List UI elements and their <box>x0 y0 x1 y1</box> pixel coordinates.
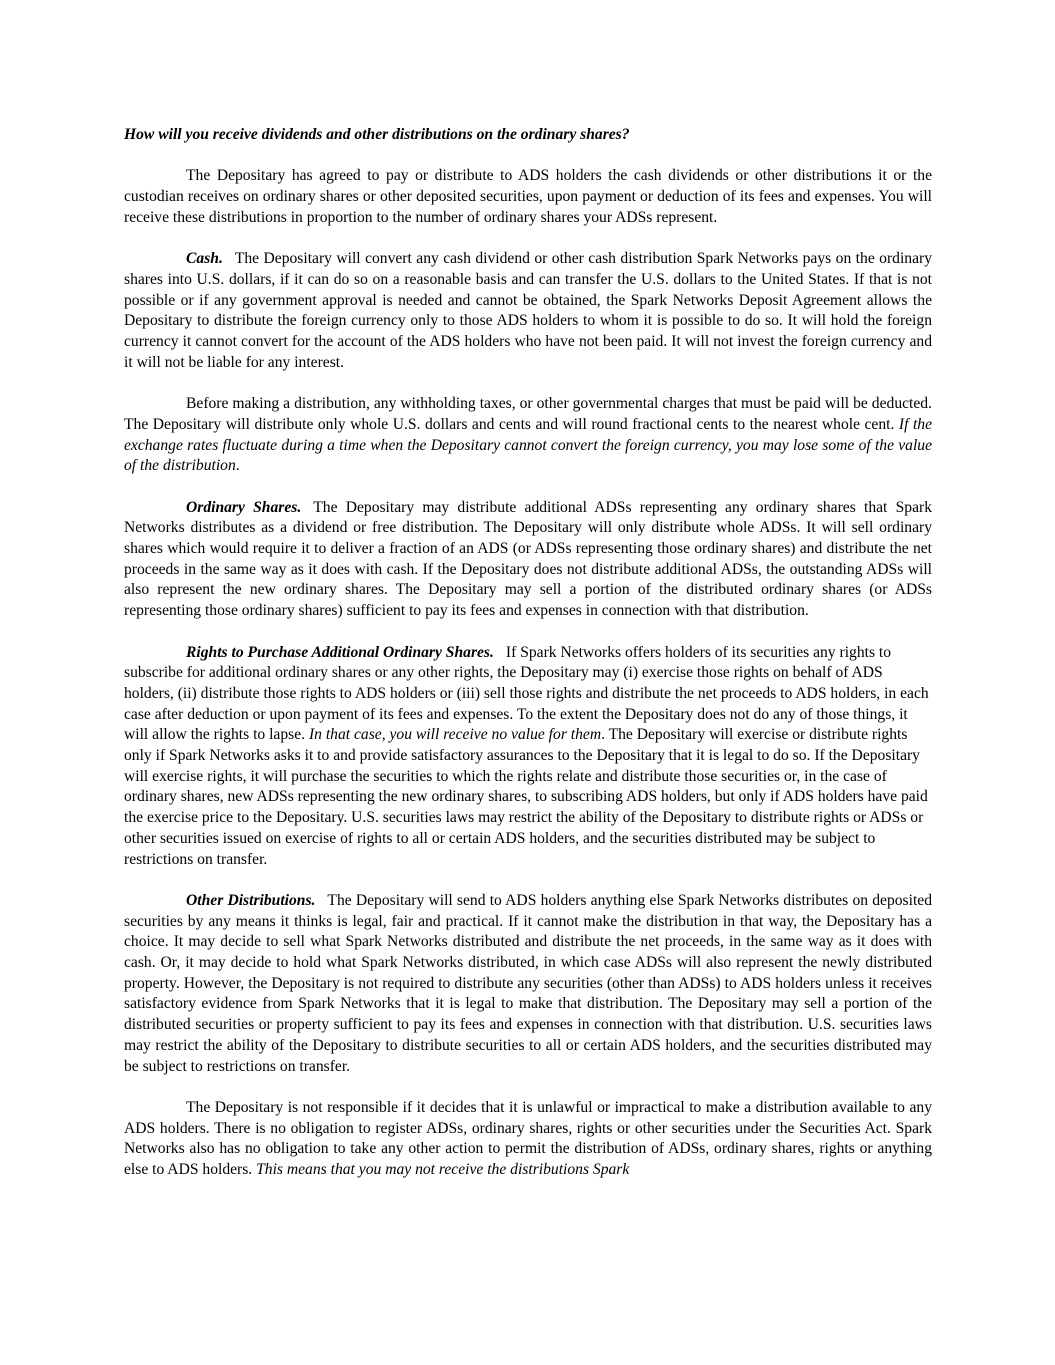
other-distributions-text: The Depositary will send to ADS holders anything else Spark Networks distributes on deposited securities by any means it thinks is legal, fair and practical. If it cannot make the distribution in that way, the Depositary has a choice. It may decide to sell what Spark Networks distributed and distribute the net proceeds, in the same way as it does with cash. Or, it may decide to hold what Spark Networks distributed, in which case ADSs will also represent the newly distributed property. However, the Depositary is not required to distribute any securities (other than ADSs) to ADS holders unless it receives satisfactory evidence from Spark Networks that it is legal to make that distribution. The Depositary may sell a portion of the distributed securities or property sufficient to pay its fees and expenses in connection with that distribution. U.S. securities laws may restrict the ability of the Depositary to distribute securities to all or certain ADS holders, and the securities distributed may be subject to restrictions on transfer. <box>124 891 932 1075</box>
withholding-end: . <box>235 457 240 475</box>
paragraph-intro: The Depositary has agreed to pay or distribute to ADS holders the cash dividends or other distributions it or the custodian receives on ordinary shares or other deposited securities, upon payment or deduction of its fees and expenses. You will receive these distributions in proportion to the number of ordinary shares your ADSs represent. <box>124 167 932 226</box>
ordinary-shares-lead: Ordinary Shares. <box>186 498 302 516</box>
rights-text-1: If Spark Networks offers holders of its securities any rights to subscribe for additional ordinary shares or any other rights, the Depositary may (i) exercise those rights on behalf of ADS holders, (ii) distribute those rights to ADS holders or (iii) sell those rights and distribute the net proceeds to ADS holders, in each case after deduction or upon payment of its fees and expenses. To the extent the Depositary does not do any of those things, it will allow the rights to lapse. <box>124 643 929 744</box>
paragraph-rights <box>124 643 932 871</box>
paragraph-ordinary-shares <box>124 498 932 622</box>
other-distributions-lead: Other Distributions. <box>186 891 316 909</box>
paragraph-cash <box>124 249 932 373</box>
cash-text: The Depositary will convert any cash dividend or other cash distribution Spark Networks pays on the ordinary shares into U.S. dollars, if it can do so on a reasonable basis and can transfer the U.S. dollars to the United States. If that is not possible or if any government approval is needed and cannot be obtained, the Spark Networks Deposit Agreement allows the Depositary to distribute the foreign currency only to those ADS holders to whom it is possible to do so. It will hold the foreign currency it cannot convert for the account of the ADS holders who have not been paid. It will not invest the foreign currency and it will not be liable for any interest. <box>124 250 932 371</box>
ordinary-shares-text: The Depositary may distribute additional ADSs representing any ordinary shares that Spark Networks distributes as a dividend or free distribution. The Depositary will only distribute whole ADSs. It will sell ordinary shares which would require it to deliver a fraction of an ADS (or ADSs representing those ordinary shares) and distribute the net proceeds in the same way as it does with cash. If the Depositary does not distribute additional ADSs, the outstanding ADSs will also represent the new ordinary shares. The Depositary may sell a portion of the distributed ordinary shares (or ADSs representing those ordinary shares) sufficient to pay its fees and expenses in connection with that distribution. <box>124 498 932 620</box>
not-responsible-italic: This means that you may not receive the distributions Spark <box>256 1161 630 1179</box>
rights-text-2: . The Depositary will exercise or distribute rights only if Spark Networks asks it to and provide satisfactory assurances to the Depositary that it is legal to do so. If the Depositary will exercise rights, it will purchase the securities to which the rights relate and distribute those securities or, in the case of ordinary shares, new ADSs representing the new ordinary shares, to subscribing ADS holders, but only if ADS holders have paid the exercise price to the Depositary. U.S. securities laws may restrict the ability of the Depositary to distribute rights or ADSs or other securities issued on exercise of rights to all or certain ADS holders, and the securities distributed may be subject to restrictions on transfer. <box>124 726 928 868</box>
withholding-italic: If the exchange rates fluctuate during a time when the Depositary cannot convert the foreign currency, you may lose some of the value of the distribution <box>124 415 932 475</box>
rights-italic: In that case, you will receive no value for them <box>308 726 602 744</box>
paragraph-not-responsible <box>124 1098 932 1181</box>
paragraph-other-distributions <box>124 891 932 1077</box>
document-page <box>124 125 932 1181</box>
paragraph-withholding <box>124 394 932 477</box>
section-heading: How will you receive dividends and other distributions on the ordinary shares? <box>124 126 630 143</box>
not-responsible-text: The Depositary is not responsible if it decides that it is unlawful or impractical to make a distribution available to any ADS holders. There is no obligation to register ADSs, ordinary shares, rights or other securities under the Securities Act. Spark Networks also has no obligation to take any other action to permit the distribution of ADSs, ordinary shares, rights or anything else to ADS holders. <box>124 1098 932 1179</box>
cash-lead: Cash. <box>186 250 223 268</box>
rights-lead: Rights to Purchase Additional Ordinary Shares. <box>186 643 494 661</box>
withholding-text: Before making a distribution, any withholding taxes, or other governmental charges that must be paid will be deducted. The Depositary will distribute only whole U.S. dollars and cents and will round fractional cents to the nearest whole cent. <box>124 395 932 433</box>
